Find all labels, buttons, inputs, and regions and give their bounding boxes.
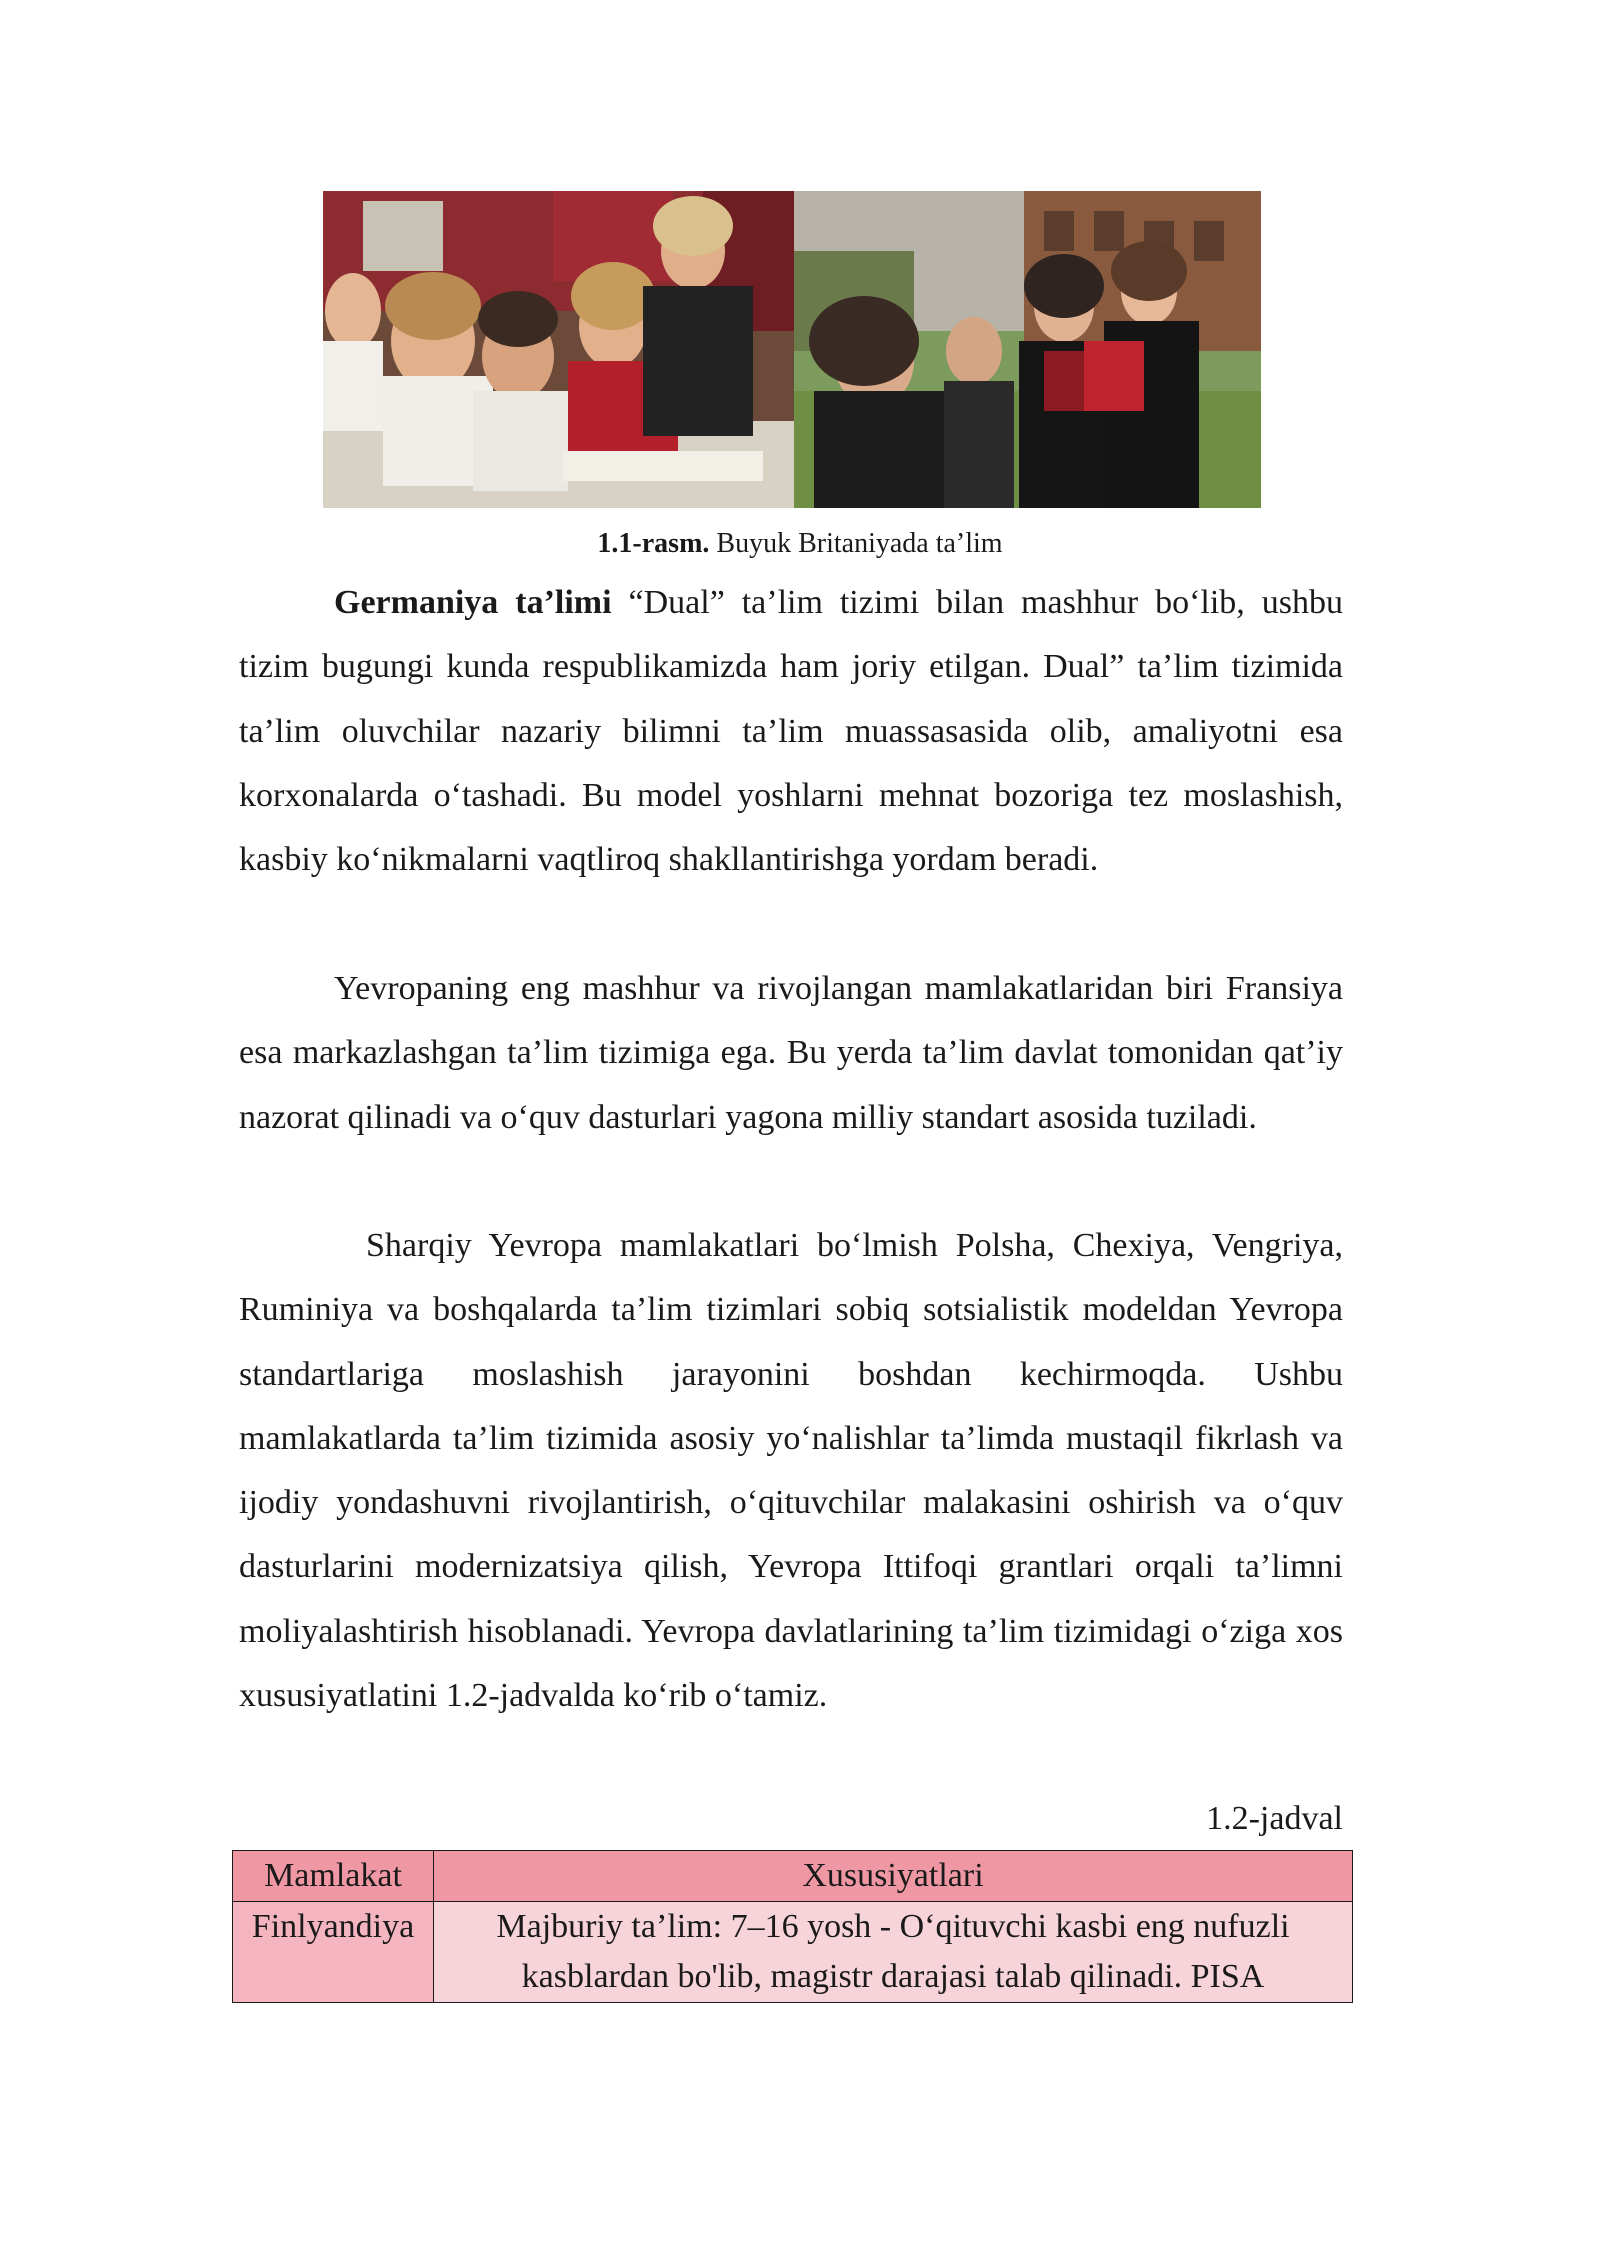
paragraph-germany [239, 571, 1343, 892]
paragraph-france-body: Yevropaning eng mashhur va rivojlangan mamlakatlaridan biri Fransiya esa markazlashgan ta’lim tizimiga ega. Bu yerda ta’lim davlat tomonidan qat’iy nazorat qilinadi va o‘quv dasturlari yagona milliy standart asosida tuziladi. [239, 970, 1343, 1136]
cell-country: Finlyandiya [233, 1902, 434, 2003]
paragraph-eastern-europe [239, 1214, 1343, 1728]
caption-text: Buyuk Britaniyada ta’lim [709, 528, 1003, 559]
features-table [232, 1850, 1353, 2003]
header-features: Xususiyatlari [434, 1851, 1353, 1902]
header-country: Mamlakat [233, 1851, 434, 1902]
photo-classroom [323, 191, 794, 508]
figure-images [323, 191, 1261, 508]
photo-graduates [794, 191, 1261, 508]
cell-features: Majburiy ta’lim: 7–16 yosh - O‘qituvchi kasbi eng nufuzli kasblardan bo'lib, magistr darajasi talab qilinadi. PISA [434, 1902, 1353, 2003]
paragraph-france [239, 957, 1343, 1150]
table-row [233, 1902, 1353, 2003]
table-header-row [233, 1851, 1353, 1902]
paragraph-germany-body: “Dual” ta’lim tizimi bilan mashhur bo‘lib, ushbu tizim bugungi kunda respublikamizda ham joriy etilgan. Dual” ta’lim tizimida ta’lim oluvchilar nazariy bilimni ta’lim muassasasida olib, amaliyotni esa korxonalarda o‘tashadi. Bu model yoshlarni mehnat bozoriga tez moslashish, kasbiy ko‘nikmalarni vaqtliroq shakllantirishga yordam beradi. [239, 584, 1343, 879]
paragraph-germany-lead: Germaniya ta’limi [334, 584, 612, 621]
caption-number: 1.1-rasm. [597, 528, 710, 559]
table-label: 1.2-jadval [1206, 1800, 1343, 1837]
figure-caption [0, 526, 1600, 562]
paragraph-eastern-europe-body: Sharqiy Yevropa mamlakatlari bo‘lmish Polsha, Chexiya, Vengriya, Ruminiya va boshqalarda ta’lim tizimlari sobiq sotsialistik modeldan Yevropa standartlariga moslashish jarayonini boshdan kechirmoqda. Ushbu mamlakatlarda ta’lim tizimida asosiy yo‘nalishlar ta’limda mustaqil fikrlash va ijodiy yondashuvni rivojlantirish, o‘qituvchilar malakasini oshirish va o‘quv dasturlarini modernizatsiya qilish, Yevropa Ittifoqi grantlari orqali ta’limni moliyalashtirish hisoblanadi. Yevropa davlatlarining ta’lim tizimidagi o‘ziga xos xususiyatlatini 1.2-jadvalda ko‘rib o‘tamiz. [239, 1227, 1343, 1715]
